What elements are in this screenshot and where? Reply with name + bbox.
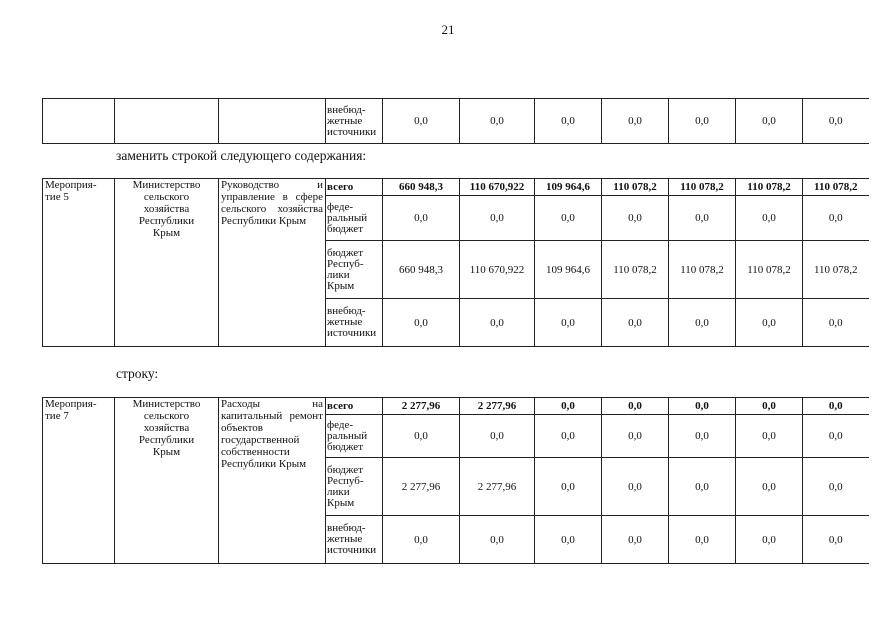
row-label: феде- ральный бюджет xyxy=(326,196,383,241)
value-cell: 0,0 xyxy=(736,415,803,458)
value-cell: 0,0 xyxy=(803,458,869,516)
value-cell: 0,0 xyxy=(383,99,460,144)
value-cell: 0,0 xyxy=(803,415,869,458)
value-cell: 0,0 xyxy=(535,99,602,144)
value-cell: 0,0 xyxy=(669,516,736,564)
value-cell: 0,0 xyxy=(803,516,869,564)
value-cell: 0,0 xyxy=(383,415,460,458)
value-cell: 0,0 xyxy=(383,196,460,241)
row-label: бюджет Респуб- лики Крым xyxy=(326,458,383,516)
value-cell: 2 277,96 xyxy=(383,398,460,415)
value-cell: 2 277,96 xyxy=(383,458,460,516)
value-cell: 0,0 xyxy=(602,196,669,241)
value-cell: 110 078,2 xyxy=(736,241,803,299)
value-cell: 110 078,2 xyxy=(803,179,869,196)
row-label: внебюд- жетные источники xyxy=(326,299,383,347)
value-cell: 110 078,2 xyxy=(736,179,803,196)
value-cell: 0,0 xyxy=(669,299,736,347)
value-cell: 0,0 xyxy=(535,299,602,347)
value-cell: 0,0 xyxy=(736,398,803,415)
value-cell: 0,0 xyxy=(602,398,669,415)
replace-note: заменить строкой следующего содержания: xyxy=(116,148,367,163)
value-cell: 0,0 xyxy=(803,196,869,241)
row-label: феде- ральный бюджет xyxy=(326,415,383,458)
value-cell: 0,0 xyxy=(460,516,535,564)
value-cell: 0,0 xyxy=(460,415,535,458)
value-cell: 110 078,2 xyxy=(803,241,869,299)
value-cell: 0,0 xyxy=(669,196,736,241)
value-cell: 0,0 xyxy=(602,458,669,516)
value-cell: 0,0 xyxy=(602,99,669,144)
row-label: внебюд- жетные источники xyxy=(326,516,383,564)
row-label: бюджет Респуб- лики Крым xyxy=(326,241,383,299)
table-event-5 xyxy=(42,178,869,347)
value-cell: 0,0 xyxy=(535,196,602,241)
value-cell: 0,0 xyxy=(803,299,869,347)
executor-cell xyxy=(115,99,219,144)
value-cell: 0,0 xyxy=(535,516,602,564)
value-cell: 0,0 xyxy=(736,516,803,564)
value-cell: 0,0 xyxy=(535,415,602,458)
row-note: строку: xyxy=(116,366,159,381)
value-cell: 110 078,2 xyxy=(669,241,736,299)
value-cell: 0,0 xyxy=(736,196,803,241)
value-cell: 110 078,2 xyxy=(669,179,736,196)
value-cell: 0,0 xyxy=(669,415,736,458)
row-label: внебюд- жетные источники xyxy=(326,99,383,144)
value-cell: 660 948,3 xyxy=(383,179,460,196)
value-cell: 0,0 xyxy=(383,516,460,564)
executor-cell: Министерство сельского хозяйства Республики Крым xyxy=(115,179,219,347)
table-row xyxy=(43,99,869,144)
value-cell: 0,0 xyxy=(736,99,803,144)
name-cell: Руководство и управление в сфере сельского хозяйства Республики Крым xyxy=(219,179,326,347)
name-cell xyxy=(219,99,326,144)
table-row xyxy=(43,398,869,415)
value-cell: 0,0 xyxy=(383,299,460,347)
value-cell: 0,0 xyxy=(736,458,803,516)
value-cell: 0,0 xyxy=(669,99,736,144)
event-cell: Мероприя- тие 5 xyxy=(43,179,115,347)
event-cell xyxy=(43,99,115,144)
value-cell: 109 964,6 xyxy=(535,241,602,299)
value-cell: 2 277,96 xyxy=(460,398,535,415)
executor-cell: Министерство сельского хозяйства Республики Крым xyxy=(115,398,219,564)
value-cell: 0,0 xyxy=(602,299,669,347)
value-cell: 0,0 xyxy=(669,458,736,516)
value-cell: 0,0 xyxy=(803,398,869,415)
table-continuation xyxy=(42,98,869,144)
value-cell: 109 964,6 xyxy=(535,179,602,196)
value-cell: 0,0 xyxy=(602,516,669,564)
name-cell: Расходы на капитальный ремонт объектов государственной собственности Республики Крым xyxy=(219,398,326,564)
value-cell: 0,0 xyxy=(460,99,535,144)
value-cell: 2 277,96 xyxy=(460,458,535,516)
table-row xyxy=(43,179,869,196)
event-cell: Мероприя- тие 7 xyxy=(43,398,115,564)
value-cell: 0,0 xyxy=(602,415,669,458)
value-cell: 0,0 xyxy=(460,299,535,347)
value-cell: 0,0 xyxy=(669,398,736,415)
value-cell: 660 948,3 xyxy=(383,241,460,299)
value-cell: 110 078,2 xyxy=(602,179,669,196)
value-cell: 0,0 xyxy=(460,196,535,241)
page-number: 21 xyxy=(441,22,455,37)
value-cell: 0,0 xyxy=(736,299,803,347)
value-cell: 0,0 xyxy=(803,99,869,144)
value-cell: 110 078,2 xyxy=(602,241,669,299)
value-cell: 0,0 xyxy=(535,458,602,516)
table-event-7 xyxy=(42,397,869,564)
value-cell: 110 670,922 xyxy=(460,179,535,196)
value-cell: 0,0 xyxy=(535,398,602,415)
row-label: всего xyxy=(326,179,383,196)
row-label: всего xyxy=(326,398,383,415)
value-cell: 110 670,922 xyxy=(460,241,535,299)
